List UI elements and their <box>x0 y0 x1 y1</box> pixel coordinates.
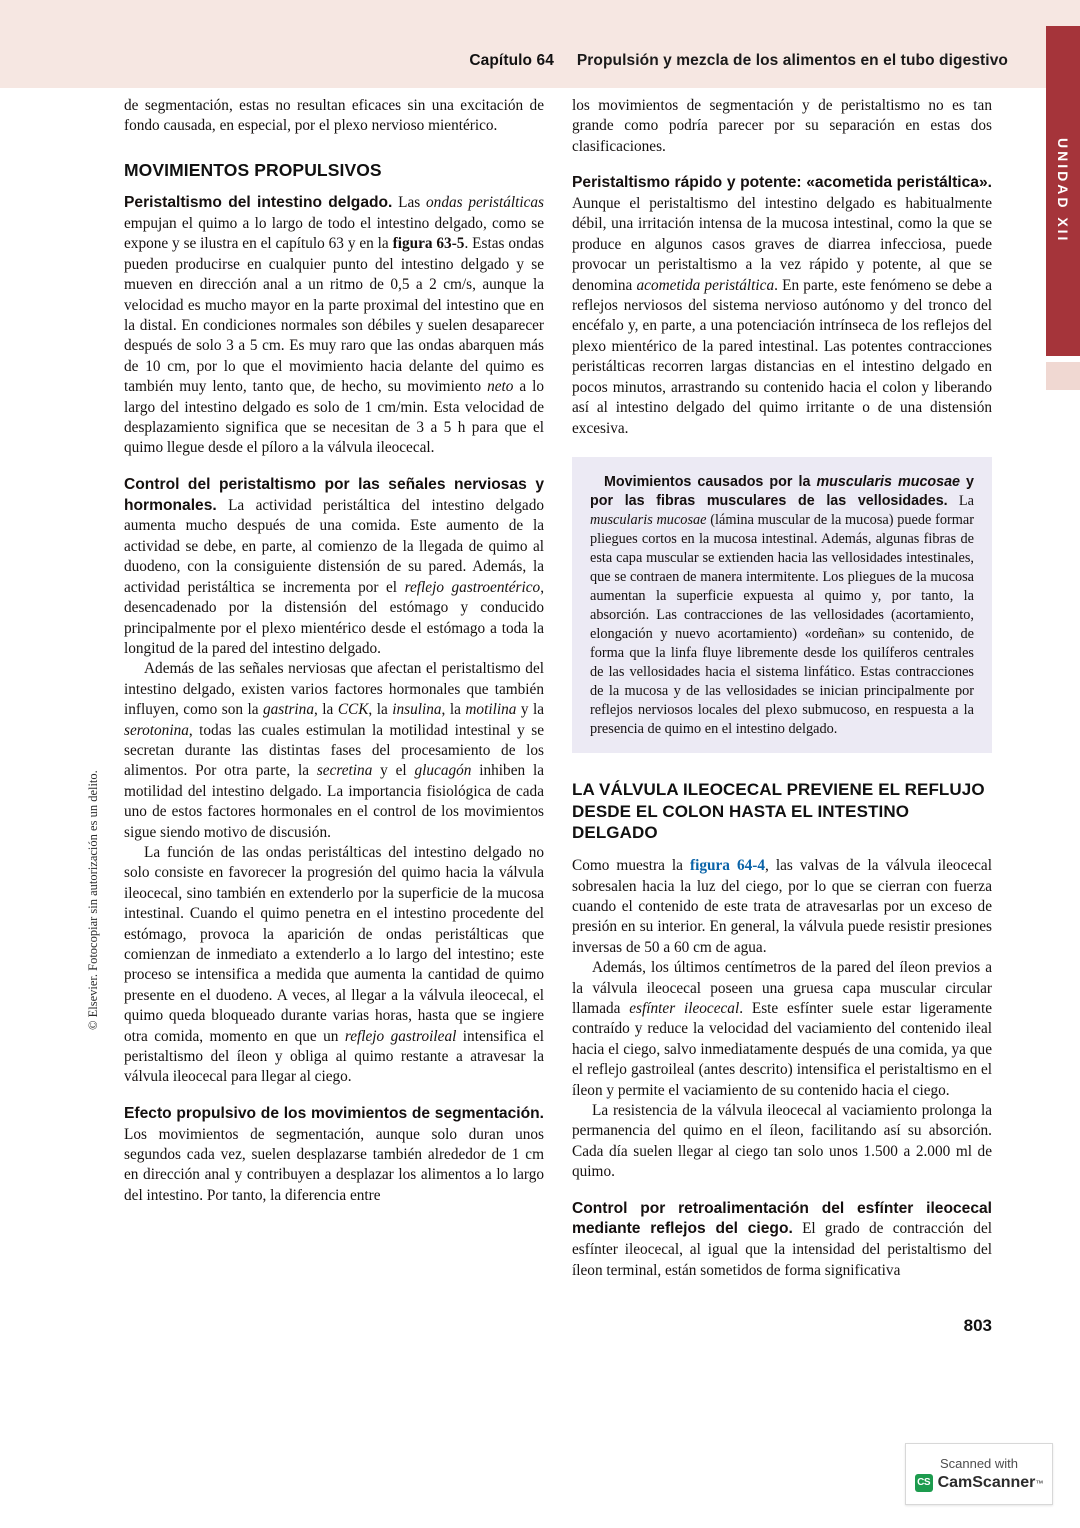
runin-heading-efecto-propulsivo: Efecto propulsivo de los movimientos de segmentación. <box>124 1104 544 1122</box>
box-title-segment: y por las fibras musculares de las vellosidades. <box>590 473 974 509</box>
box-title-italic: muscularis mucosae <box>816 473 960 490</box>
text-segment: Además de las señales nerviosas que afectan el peristaltismo del intestino delgado, existen varios factores hormonales que también influyen, como son la <box>124 660 544 719</box>
italic-term: insulina <box>392 701 442 719</box>
runin-heading-retroalimentacion: Control por retroalimentación del esfínter ileocecal mediante reflejos del ciego. <box>572 1199 992 1238</box>
watermark-brand: CamScanner <box>937 1474 1036 1491</box>
unit-tab-label: UNIDAD XII <box>1055 138 1071 244</box>
italic-term: serotonina <box>124 721 189 739</box>
text-segment: y la <box>516 701 545 719</box>
text-segment: . En parte, este fenómeno se debe a reflejos nerviosos del sistema nervioso autónomo y del tronco del encéfalo y, en parte, a una potenciación intrínseca de los reflejos del plexo mientérico de la pared intestinal. Las potentes contracciones peristálticas recorren largas distancias en el intestino delgado en pocos minutos, arrastrando su contenido hacia el colon y liberando así al intestino delgado del quimo irritante o de una distensión excesiva. <box>572 276 992 437</box>
page-number: 803 <box>963 1316 992 1335</box>
text-segment: , la <box>313 701 338 719</box>
header-chapter: Capítulo 64 <box>469 52 554 69</box>
copyright-note: © Elsevier. Fotocopiar sin autorización es un delito. <box>86 770 100 1030</box>
paragraph-control-peristaltismo <box>124 475 544 659</box>
box-paragraph <box>590 473 974 739</box>
text-segment: , las valvas de la válvula ileocecal sobresalen hacia la luz del ciego, por lo que se cierran con fuerza cuando el contenido de este trata de atravesarlas por un exceso de presión en su interior. En general, la válvula puede resistir presiones inversas de 50 a 60 cm de agua. <box>572 857 992 956</box>
watermark-trademark: ™ <box>1035 1478 1044 1488</box>
text-segment: . Este esfínter suele estar ligeramente contraído y reduce la velocidad del vaciamiento del contenido ileal hacia el ciego, salvo inmediatamente después de una comida, ya que el reflejo gastroileal (antes descrito) intensifica el peristaltismo en el íleon y permite el vaciamiento de su contenido hacia el ciego. <box>572 1000 992 1099</box>
text-segment: y el <box>372 762 415 780</box>
paragraph-valvula-1 <box>572 856 992 958</box>
italic-term: secretina <box>316 762 373 780</box>
header-title: Propulsión y mezcla de los alimentos en el tubo digestivo <box>576 52 1008 69</box>
paragraph-continuation-right: los movimientos de segmentación y de peristaltismo no es tan grande como podría parecer por su separación en estas dos clasificaciones. <box>572 97 992 155</box>
italic-term: acometida peristáltica <box>636 276 775 294</box>
sidebar-box-muscularis-mucosae <box>572 457 992 753</box>
unit-tab-secondary-marker <box>1046 362 1080 390</box>
paragraph-funcion-ondas <box>124 843 544 1088</box>
text-segment: La <box>947 492 975 509</box>
text-segment: La función de las ondas peristálticas del intestino delgado no solo consiste en favorecer la progresión del quimo hacia la válvula ileocecal, sino también en extenderlo por la superficie de la mucosa intestinal. Cuando el quimo penetra en el intestino procedente del estómago, provoca la aparición de ondas peristálticas que comienzan de inmediato a extenderlo a lo largo del intestino; este proceso se intensifica a medida que aumenta la cantidad de quimo presente en el duodeno. A veces, al llegar a la válvula ileocecal, el quimo queda bloqueado durante varias horas, hasta que se ingiere otra comida, momento en que un <box>124 843 544 1045</box>
unit-tab <box>1046 26 1080 356</box>
italic-term: reflejo gastroentérico <box>404 578 541 596</box>
camscanner-logo-icon: CS <box>915 1474 933 1492</box>
text-segment: inhiben la motilidad del intestino delgado. La importancia fisiológica de cada uno de estos factores hormonales en el control de los movimientos sigue siendo motivo de discusión. <box>124 762 544 841</box>
text-segment: intensifica el peristaltismo del íleon y obliga al quimo restante a atravesar la válvula ileocecal para llegar al ciego. <box>124 1027 544 1086</box>
text-segment: Las <box>392 194 427 212</box>
watermark-line-2 <box>915 1474 1044 1492</box>
text-segment: (lámina muscular de la mucosa) puede formar pliegues cortos en la mucosa intestinal. Además, algunas fibras de esta capa muscular se extienden hacia las vellosidades intestinales, que se contraen de manera intermitente. Los pliegues de la mucosa aumentan la superficie expuesta al quimo y, por tanto, la absorción. Las contracciones de las vellosidades (acortamiento, elongación y nuevo acortamiento) «ordeñan» su contenido, de forma que la linfa fluye libremente desde los quilíferos centrales de las vellosidades hacia el sistema linfático. Estas contracciones de la mucosa y de las vellosidades se inician principalmente por reflejos nerviosos locales del plexo submucoso, en respuesta a la presencia de quimo en el intestino delgado. <box>590 511 974 737</box>
text-segment: El grado de contracción del esfínter ileocecal, al igual que la intensidad del peristaltismo del íleon terminal, están sometidos de forma significativa <box>572 1220 992 1279</box>
text-segment: . Estas ondas pueden producirse en cualquier punto del intestino delgado y se mueven en dirección anal a un ritmo de 0,5 a 2 cm/s, aunque la velocidad es mucho mayor en la parte proximal del intestino que en la distal. En condiciones normales son débiles y suelen desaparecer después de solo 3 a 5 cm. Es muy raro que las ondas abarquen más de 10 cm, por lo que el movimiento hacia delante del quimo es también muy lento, tanto que, de hecho, su movimiento <box>124 235 545 396</box>
paragraph-acometida-peristaltica <box>572 173 992 439</box>
italic-term: esfínter ileocecal <box>629 1000 740 1017</box>
paragraph-efecto-propulsivo <box>124 1104 544 1206</box>
figure-reference-link[interactable]: figura 64-4 <box>689 857 765 875</box>
paragraph-continuation: de segmentación, estas no resultan eficaces sin una excitación de fondo causada, en especial, por el plexo nervioso mientérico. <box>124 97 544 135</box>
text-segment: , la <box>441 701 466 719</box>
text-segment: La actividad peristáltica del intestino delgado aumenta mucho después de una comida. Este aumento de la actividad se debe, en parte, al comienzo de la llegada de quimo al duodeno, con la consiguiente distensión de su pared. Además, la actividad peristáltica se incrementa por el <box>124 496 544 596</box>
right-column <box>572 96 992 1281</box>
paragraph-senales-hormonales <box>124 659 544 843</box>
page-top-band <box>0 0 1080 88</box>
text-segment: Como muestra la <box>572 857 690 875</box>
figure-reference: figura 63-5 <box>392 235 465 253</box>
italic-term: glucagón <box>414 762 472 780</box>
runin-heading-peristaltismo: Peristaltismo del intestino delgado. <box>124 194 393 212</box>
left-column <box>124 96 544 1206</box>
paragraph-retroalimentacion <box>572 1199 992 1281</box>
running-header <box>0 52 1008 70</box>
section-heading-valvula-ileocecal: LA VÁLVULA ILEOCECAL PREVIENE EL REFLUJO DESDE EL COLON HASTA EL INTESTINO DELGADO <box>572 779 985 843</box>
text-segment: , desencadenado por la distensión del estómago y conducido principalmente por el plexo mientérico desde el estómago a toda la longitud de la pared del intestino delgado. <box>124 578 545 657</box>
camscanner-watermark <box>905 1443 1053 1505</box>
italic-term: ondas peristálticas <box>426 194 544 212</box>
paragraph-valvula-3: La resistencia de la válvula ileocecal al vaciamiento prolonga la permanencia del quimo en el íleon, facilitando así su absorción. Cada día suelen llegar al ciego tan solo unos 1.500 a 2.000 ml de quimo. <box>572 1102 992 1181</box>
text-segment: Los movimientos de segmentación, aunque solo duran unos segundos cada vez, suelen desplazarse también alrededor de 1 cm en dirección anal y contribuyen a desplazar los alimentos a lo largo del intestino. Por tanto, la diferencia entre <box>124 1125 544 1204</box>
runin-heading-control: Control del peristaltismo por las señales nerviosas y hormonales. <box>124 475 544 514</box>
italic-term: neto <box>487 378 514 396</box>
paragraph-peristaltismo-intestino-delgado <box>124 193 544 459</box>
italic-term: muscularis mucosae <box>590 511 707 528</box>
text-segment: , la <box>368 701 393 719</box>
text-segment: Además, los últimos centímetros de la pared del íleon previos a la válvula ileocecal poseen una gruesa capa muscular circular llamada <box>572 959 992 1017</box>
italic-term: CCK <box>337 701 369 719</box>
italic-term: gastrina <box>262 701 314 719</box>
italic-term: reflejo gastroileal <box>344 1027 457 1045</box>
section-heading-movimientos-propulsivos: MOVIMIENTOS PROPULSIVOS <box>124 159 382 180</box>
text-segment: empujan el quimo a lo largo de todo el intestino delgado, como se expone y se ilustra en el capítulo 63 y en la <box>124 214 544 253</box>
text-segment: , todas las cuales estimulan la motilidad intestinal y se secretan durante las distintas fases del procesamiento de los alimentos. Por otra parte, la <box>124 721 544 780</box>
text-segment: a lo largo del intestino delgado es solo de 1 cm/min. Esta velocidad de desplazamiento significa que se necesitan de 3 a 5 h para que el quimo llegue desde el píloro a la válvula ileocecal. <box>124 378 544 457</box>
watermark-line-1: Scanned with <box>939 1456 1019 1471</box>
italic-term: motilina <box>465 701 517 719</box>
paragraph-valvula-2 <box>572 958 992 1101</box>
text-segment: Aunque el peristaltismo del intestino delgado es habitualmente débil, una irritación intensa de la mucosa intestinal, como la que se produce en algunos casos graves de diarrea infecciosa, puede provocar un peristaltismo a la vez rápido y potente, al que se denomina <box>572 195 992 294</box>
runin-heading-acometida: Peristaltismo rápido y potente: «acometida peristáltica». <box>572 174 992 192</box>
box-title-segment: Movimientos causados por la <box>604 473 817 490</box>
